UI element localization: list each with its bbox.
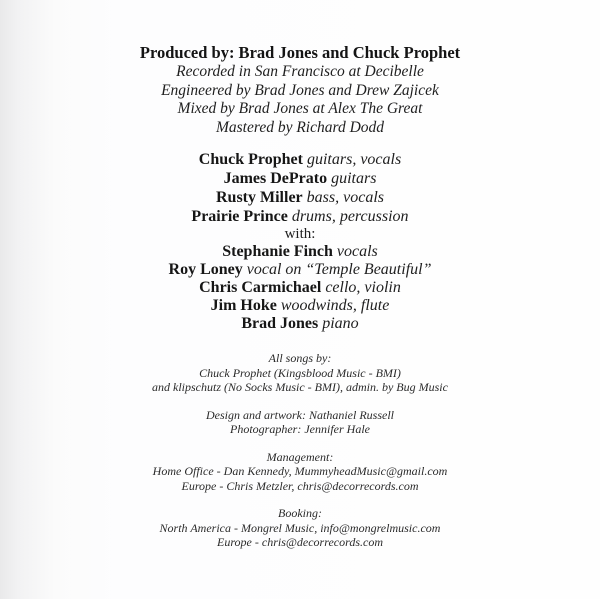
guest-role: cello, violin <box>325 279 401 296</box>
songwriter-line: Chuck Prophet (Kingsblood Music - BMI) <box>199 365 401 380</box>
booking-contact-line: North America - Mongrel Music, info@mongrelmusic.com <box>159 520 441 535</box>
engineered-line: Engineered by Brad Jones and Drew Zajicek <box>161 81 439 99</box>
all-songs-by-line: All songs by: <box>268 351 332 365</box>
mastered-line: Mastered by Richard Dodd <box>215 118 385 136</box>
musician-name: James DePrato <box>223 170 328 187</box>
photographer-line: Photographer: Jennifer Hale <box>230 422 370 436</box>
musician-name: Rusty Miller <box>216 189 303 206</box>
guest-name: Stephanie Finch <box>222 243 333 260</box>
production-credits-section <box>0 42 600 137</box>
musician-row <box>0 207 600 226</box>
recorded-line: Recorded in San Francisco at Decibelle <box>176 63 424 80</box>
guest-role: piano <box>322 315 359 332</box>
management-contact-line: Europe - Chris Metzler, chris@decorrecords.com <box>181 478 419 493</box>
with-label: with: <box>284 226 316 242</box>
booking-contact-line: Europe - chris@decorrecords.com <box>216 535 383 549</box>
guest-role: woodwinds, flute <box>280 297 390 314</box>
musician-row <box>0 169 600 188</box>
guest-row <box>0 261 600 279</box>
musician-row <box>0 150 600 169</box>
guest-row <box>0 243 600 261</box>
management-heading: Management: <box>266 449 334 464</box>
guest-row <box>0 279 600 297</box>
artwork-section <box>0 408 600 437</box>
band-members-section <box>0 150 600 333</box>
guest-name: Chris Carmichael <box>199 279 322 296</box>
design-artwork-line: Design and artwork: Nathaniel Russell <box>206 407 394 422</box>
produced-by-line: Produced by: Brad Jones and Chuck Prophet <box>139 43 461 62</box>
musician-name: Chuck Prophet <box>198 151 303 168</box>
musician-role: bass, vocals <box>306 189 384 206</box>
mixed-line: Mixed by Brad Jones at Alex The Great <box>177 100 423 117</box>
management-contact-line: Home Office - Dan Kennedy, MummyheadMusic@gmail.com <box>152 464 448 478</box>
musician-role: drums, percussion <box>291 208 409 225</box>
guest-name: Brad Jones <box>241 315 319 332</box>
management-section <box>0 450 600 494</box>
songwriting-section <box>0 351 600 395</box>
guest-row <box>0 297 600 315</box>
guest-role: vocal on “Temple Beautiful” <box>246 261 432 278</box>
musician-role: guitars, vocals <box>306 151 402 168</box>
guest-row <box>0 315 600 333</box>
guest-name: Jim Hoke <box>210 297 277 314</box>
musician-row <box>0 188 600 207</box>
guest-role: vocals <box>336 243 378 260</box>
booking-section <box>0 506 600 550</box>
guest-name: Roy Loney <box>168 261 243 278</box>
musician-name: Prairie Prince <box>191 208 288 225</box>
booking-heading: Booking: <box>278 506 322 520</box>
songwriter-line: and klipschutz (No Socks Music - BMI), admin. by Bug Music <box>152 380 448 394</box>
musician-role: guitars <box>331 170 377 187</box>
